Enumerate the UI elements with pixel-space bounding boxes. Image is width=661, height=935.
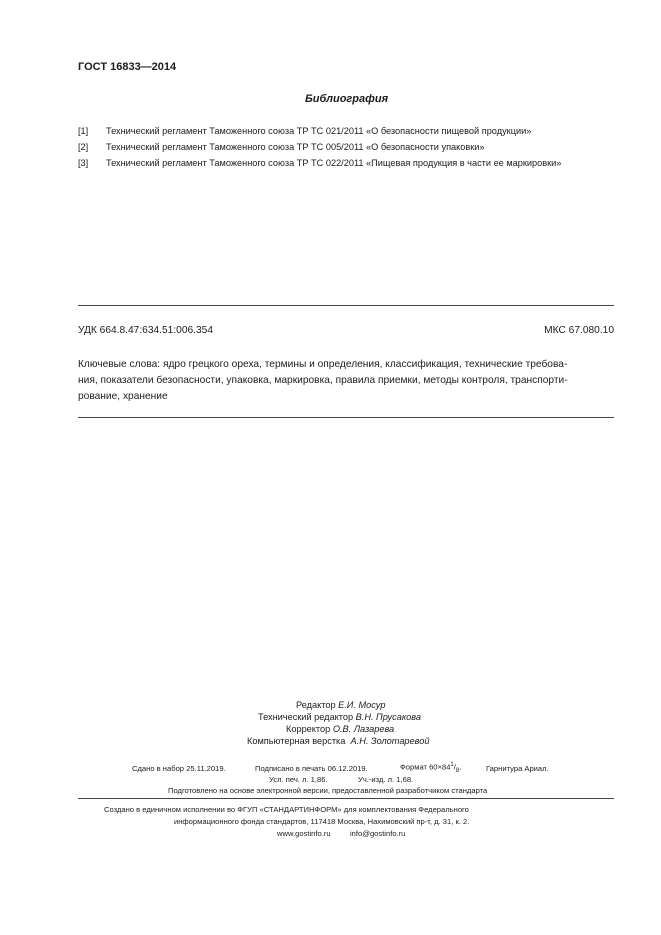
bibliography-title: Библиография: [304, 93, 389, 105]
imprint-typeface: Гарнитура Ариал.: [486, 764, 549, 773]
staff-person: В.Н. Прусакова: [355, 712, 421, 722]
bibliography-item-text: Технический регламент Таможенного союза ТР ТС 005/2011 «О безопасности упаковки»: [106, 142, 485, 152]
udk-code: УДК 664.8.47:634.51:006.354: [78, 325, 213, 336]
staff-layout: [247, 736, 429, 746]
bibliography-item-number: [3]: [78, 158, 89, 168]
keywords-paragraph: [78, 357, 615, 405]
keywords-line: ния, показатели безопасности, упаковка, маркировка, правила приемки, методы контроля, транспорти-: [78, 375, 568, 386]
staff-person: Е.И. Мосур: [338, 700, 386, 710]
bibliography-item-number: [2]: [78, 142, 89, 152]
bibliography-item-text: Технический регламент Таможенного союза ТР ТС 022/2011 «Пищевая продукция в части ее маркировки»: [106, 158, 562, 168]
mks-code: МКС 67.080.10: [544, 325, 614, 336]
divider-top: [78, 305, 614, 306]
publisher-website[interactable]: www.gostinfo.ru: [277, 829, 331, 838]
bibliography-item: [78, 142, 485, 152]
keywords-line: Ключевые слова: ядро грецкого ореха, термины и определения, классификация, технические требова-: [78, 359, 568, 370]
staff-role: Технический редактор: [258, 712, 354, 722]
imprint-sent: Сдано в набор 25.11.2019.: [132, 764, 226, 773]
imprint-print-sheets: Усл. печ. л. 1,86.: [269, 775, 328, 784]
bibliography-item: [78, 126, 531, 136]
imprint-format: Формат $60\times 84^1/_8$.: [400, 762, 462, 775]
bibliography-item: [78, 158, 561, 168]
imprint-signed: Подписано в печать 06.12.2019.: [255, 764, 368, 773]
staff-corrector: [286, 724, 394, 734]
bibliography-item-text: Технический регламент Таможенного союза ТР ТС 021/2011 «О безопасности пищевой продукции»: [106, 126, 532, 136]
publisher-line: Создано в единичном исполнении во ФГУП «СТАНДАРТИНФОРМ» для комплектования Федерального: [104, 805, 469, 814]
publisher-line: информационного фонда стандартов, 117418 Москва, Нахимовский пр-т, д. 31, к. 2.: [174, 817, 470, 826]
imprint-divider: [78, 798, 614, 799]
staff-role: Корректор: [286, 724, 331, 734]
bibliography-item-number: [1]: [78, 126, 89, 136]
staff-role: Редактор: [296, 700, 336, 710]
staff-tech-editor: [258, 712, 421, 722]
publisher-email[interactable]: info@gostinfo.ru: [350, 829, 406, 838]
divider-bottom: [78, 417, 614, 418]
staff-person: А.Н. Золотаревой: [350, 736, 430, 746]
imprint-prepared: Подготовлено на основе электронной версии, предоставленной разработчиком стандарта: [168, 786, 488, 795]
staff-role: Компьютерная верстка: [247, 736, 346, 746]
staff-editor: [296, 700, 385, 710]
staff-person: О.В. Лазарева: [332, 724, 395, 734]
keywords-line: рование, хранение: [78, 391, 168, 402]
document-code: ГОСТ 16833—2014: [78, 61, 177, 73]
imprint-pub-sheets: Уч.-изд. л. 1,68.: [358, 775, 414, 784]
